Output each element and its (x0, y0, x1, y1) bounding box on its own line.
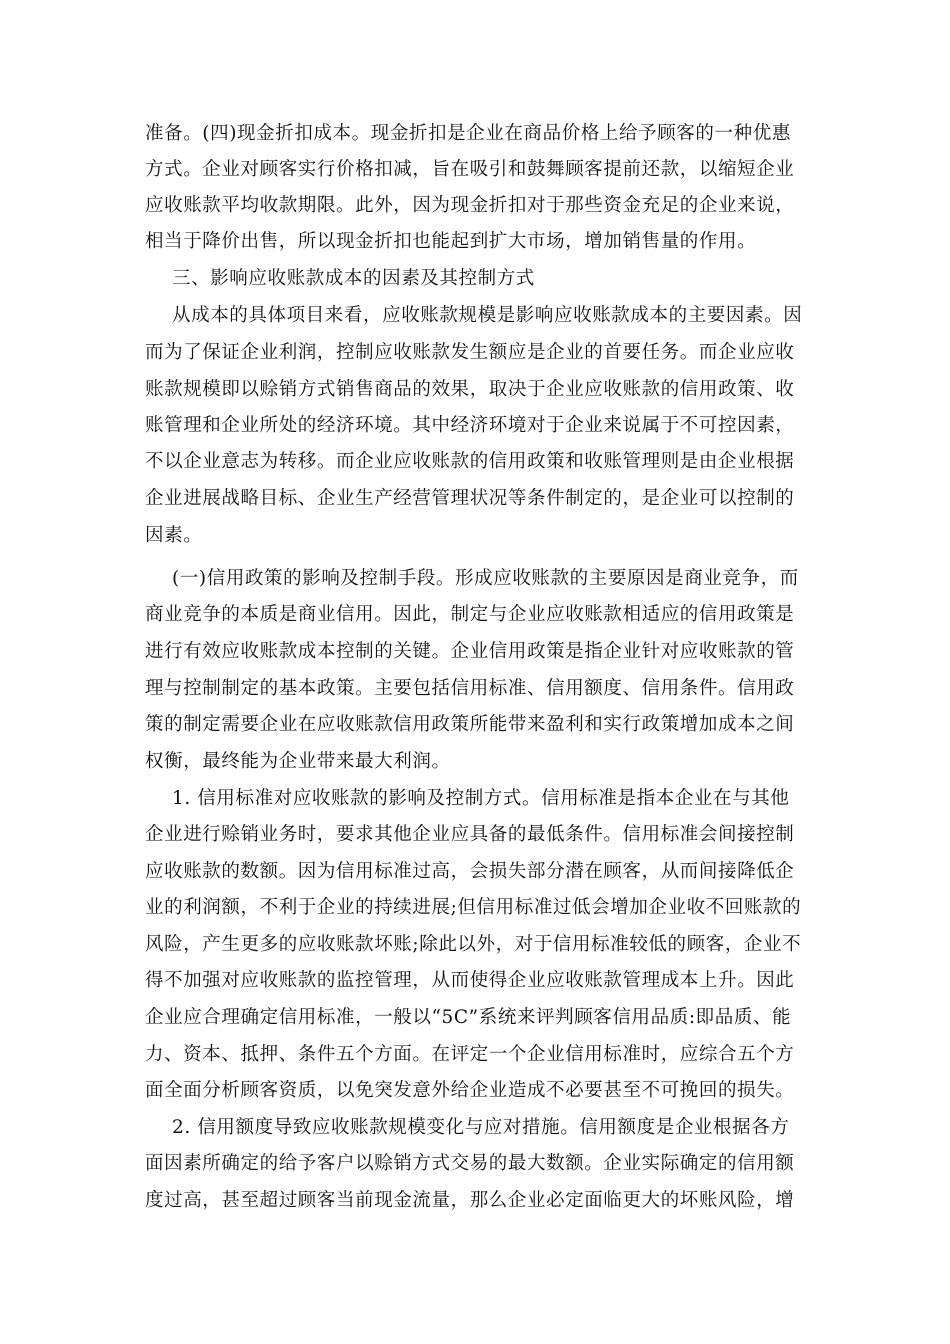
text-line: 方式。企业对顾客实行价格扣减，旨在吸引和鼓舞顾客提前还款，以缩短企业 (145, 159, 795, 180)
text-line: 2. 信用额度导致应收账款规模变化与应对措施。信用额度是企业根据各方 (172, 1117, 790, 1138)
text-line: 而为了保证企业利润，控制应收账款发生额应是企业的首要任务。而企业应收 (145, 342, 795, 363)
text-line: 力、资本、抵押、条件五个方面。在评定一个企业信用标准时，应综合五个方 (145, 1044, 795, 1065)
text-line: 应收账款平均收款期限。此外，因为现金折扣对于那些资金充足的企业来说， (145, 195, 795, 216)
text-line: (一)信用政策的影响及控制手段。形成应收账款的主要原因是商业竞争，而 (172, 568, 799, 589)
text-line: 商业竞争的本质是商业信用。因此，制定与企业应收账款相适应的信用政策是 (145, 604, 795, 625)
text-line: 准备。(四)现金折扣成本。现金折扣是企业在商品价格上给予顾客的一种优惠 (145, 123, 791, 144)
text-line: 业的利润额，不利于企业的持续进展;但信用标准过低会增加企业收不回账款的 (145, 897, 802, 918)
text-line: 权衡，最终能为企业带来最大利润。 (145, 751, 451, 772)
text-line: 理与控制制定的基本政策。主要包括信用标准、信用额度、信用条件。信用政 (145, 678, 795, 699)
text-line: 面全面分析顾客资质，以免突发意外给企业造成不必要甚至不可挽回的损失。 (145, 1080, 795, 1101)
text-line: 应收账款的数额。因为信用标准过高，会损失部分潜在顾客，从而间接降低企 (145, 861, 795, 882)
text-line: 进行有效应收账款成本控制的关键。企业信用政策是指企业针对应收账款的管 (145, 641, 795, 662)
text-line: 策的制定需要企业在应收账款信用政策所能带来盈利和实行政策增加成本之间 (145, 714, 795, 735)
text-line: 1. 信用标准对应收账款的影响及控制方式。信用标准是指本企业在与其他 (172, 788, 790, 809)
text-line: 因素。 (145, 525, 203, 546)
text-line: 企业进展战略目标、企业生产经营管理状况等条件制定的，是企业可以控制的 (145, 488, 795, 509)
text-line: 不以企业意志为转移。而企业应收账款的信用政策和收账管理则是由企业根据 (145, 451, 795, 472)
text-line: 度过高，甚至超过顾客当前现金流量，那么企业必定面临更大的坏账风险，增 (145, 1190, 795, 1211)
text-line: 面因素所确定的给予客户以赊销方式交易的最大数额。企业实际确定的信用额 (145, 1153, 795, 1174)
text-line: 从成本的具体项目来看，应收账款规模是影响应收账款成本的主要因素。因 (172, 305, 803, 326)
text-line: 相当于降价出售，所以现金折扣也能起到扩大市场，增加销售量的作用。 (145, 231, 757, 252)
text-line: 账管理和企业所处的经济环境。其中经济环境对于企业来说属于不可控因素， (145, 415, 795, 436)
text-line: 账款规模即以赊销方式销售商品的效果，取决于企业应收账款的信用政策、收 (145, 379, 795, 400)
text-line: 风险，产生更多的应收账款坏账;除此以外，对于信用标准较低的顾客，企业不 (145, 934, 802, 955)
text-line: 企业应合理确定信用标准，一般以“5C”系统来评判顾客信用品质:即品质、能 (145, 1007, 792, 1028)
text-line: 企业进行赊销业务时，要求其他企业应具备的最低条件。信用标准会间接控制 (145, 824, 795, 845)
text-line: 得不加强对应收账款的监控管理，从而使得企业应收账款管理成本上升。因此 (145, 970, 795, 991)
section-heading: 三、影响应收账款成本的因素及其控制方式 (172, 268, 535, 289)
